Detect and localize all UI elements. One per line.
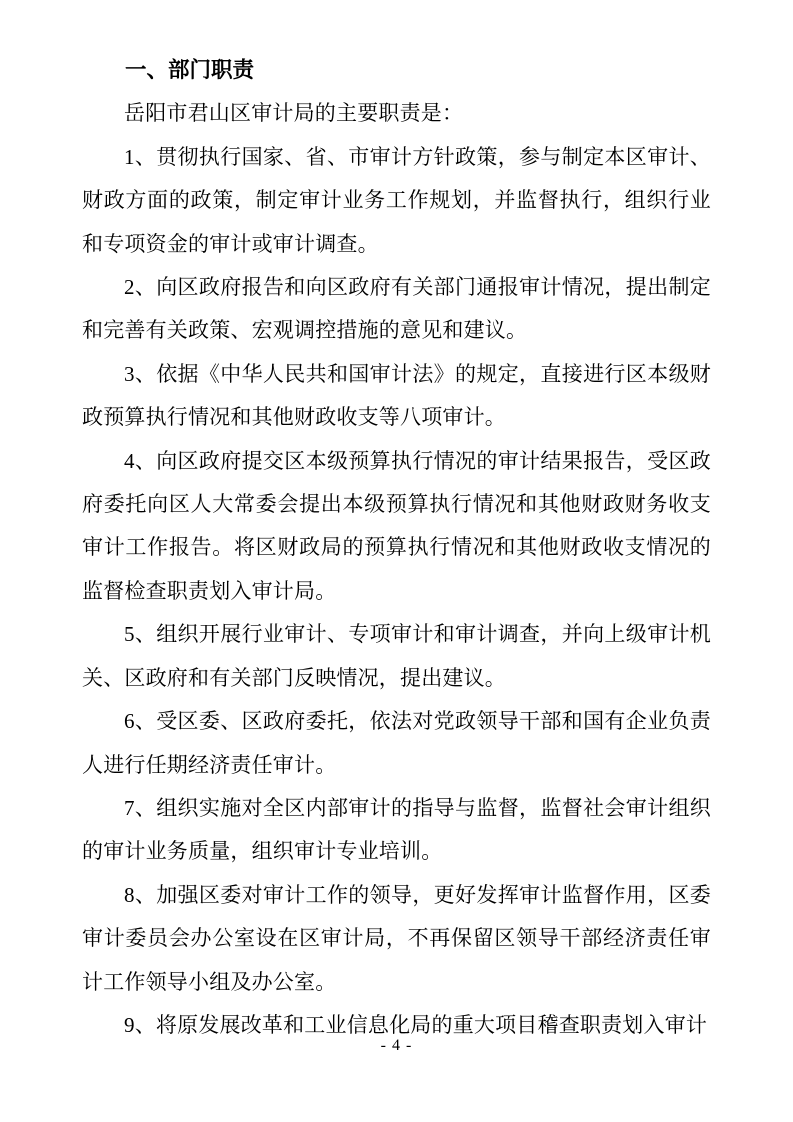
paragraph-9: 9、将原发展改革和工业信息化局的重大项目稽查职责划入审计: [124, 1012, 708, 1037]
paragraph-4: 4、向区政府提交区本级预算执行情况的审计结果报告，受区政府委托向区人大常委会提出本级预算执行情况和其他财政财务收支审计工作报告。将区财政局的预算执行情况和其他财政收支情况的监督检查职责划入审计局。: [82, 448, 711, 603]
paragraph-5: 5、组织开展行业审计、专项审计和审计调查，并向上级审计机关、区政府和有关部门反映情况，提出建议。: [82, 622, 711, 690]
paragraph-8: 8、加强区委对审计工作的领导，更好发挥审计监督作用，区委审计委员会办公室设在区审计局，不再保留区领导干部经济责任审计工作领导小组及办公室。: [82, 882, 711, 994]
intro-paragraph: 岳阳市君山区审计局的主要职责是：: [124, 101, 464, 126]
section-heading: 一、部门职责: [125, 58, 255, 82]
paragraph-1: 1、贯彻执行国家、省、市审计方针政策，参与制定本区审计、财政方面的政策，制定审计业务工作规划，并监督执行，组织行业和专项资金的审计或审计调查。: [82, 144, 711, 256]
paragraph-6: 6、受区委、区政府委托，依法对党政领导干部和国有企业负责人进行任期经济责任审计。: [82, 709, 711, 777]
page-number: - 4 -: [380, 1037, 413, 1054]
paragraph-2: 2、向区政府报告和向区政府有关部门通报审计情况，提出制定和完善有关政策、宏观调控措施的意见和建议。: [82, 275, 711, 343]
paragraph-3: 3、依据《中华人民共和国审计法》的规定，直接进行区本级财政预算执行情况和其他财政收支等八项审计。: [82, 361, 711, 430]
paragraph-7: 7、组织实施对全区内部审计的指导与监督，监督社会审计组织的审计业务质量，组织审计专业培训。: [82, 795, 711, 864]
